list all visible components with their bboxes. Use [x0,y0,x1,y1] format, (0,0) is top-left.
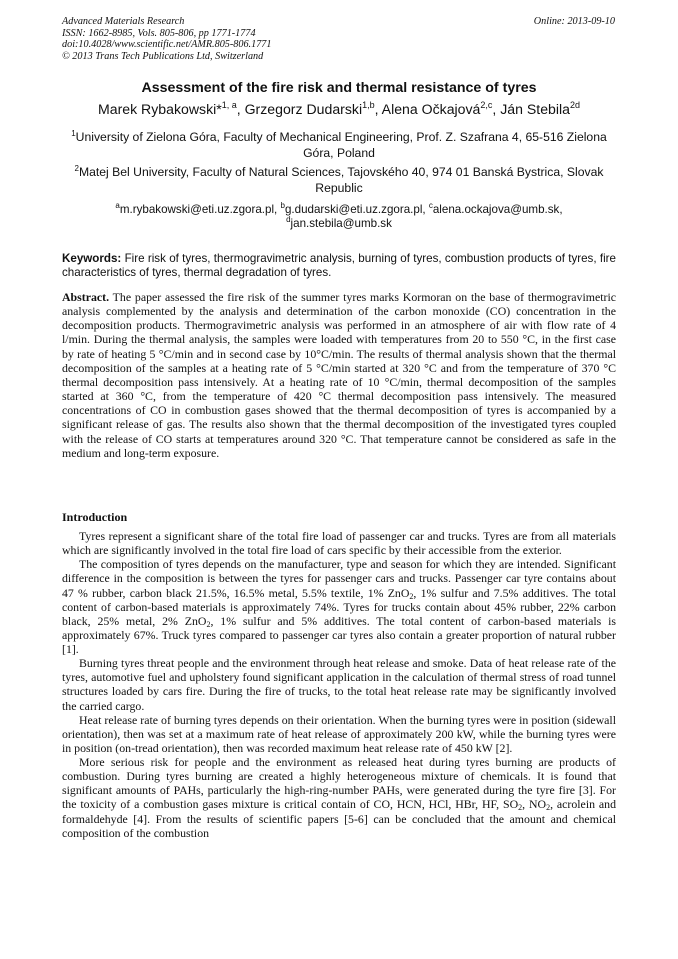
author-name: Alena Očkajová [381,101,481,117]
keywords-block [62,252,616,281]
affiliation-text: Matej Bel University, Faculty of Natural Sciences, Tajovského 40, 974 01 Banská Bystrica, Slovak Republic [78,165,604,195]
email-address: m.rybakowski@eti.uz.zgora.pl [119,203,275,216]
journal-header [62,16,271,62]
paragraph: Burning tyres threat people and the environment through heat release and smoke. Data of heat release rate of the tyres, automotive fuel and upholstery found significant application in the calculation of thermal stress of road tunnel structures loaded by cars fire. During the fire of trucks, to the total heat release rate may be significantly involved the carried cargo. [62,656,616,713]
abstract-label: Abstract. [62,290,110,304]
abstract-block [62,290,616,460]
email-address: jan.stebila@umb.sk [290,217,392,230]
affiliation-num: 2 [74,164,79,173]
subscript: 2 [206,619,211,629]
keywords-label: Keywords: [62,252,122,265]
subscript: 2 [546,803,551,813]
journal-name: Advanced Materials Research [62,16,185,27]
paragraph [62,755,616,840]
affiliation-text: University of Zielona Góra, Faculty of Mechanical Engineering, Prof. Z. Szafrana 4, 65-516 Zielona Góra, Poland [75,130,607,160]
text-run: The composition of tyres depends on the manufacturer, type and season for which they are intended. Significant difference in the composition is between the tyres for passenger cars and trucks. Passenger car tyre contains about 47 % rubber, carbon black 21.5%, 16.5% metal, 5.5% textile, 1% ZnO [62,557,616,600]
copyright-line: © 2013 Trans Tech Publications Ltd, Switzerland [62,50,264,62]
email-sup: b [280,201,285,210]
author-name: Ján Stebila [500,101,570,117]
email-sup: d [286,215,291,224]
author-sup: 1, a [221,100,237,110]
email-sup: a [115,201,120,210]
abstract-text: The paper assessed the fire risk of the summer tyres marks Kormoran on the base of thermogravimetric analysis complemented by the analysis and determination of the carbon monoxide (CO) concentration in the decomposition products. Thermogravimetric analysis was performed in an atmosphere of air with flow rate of 4 l/min. During the thermal analysis, the samples were loaded with temperatures from 20 to 550 °C, in the first case by rate of heating 5 °C/min and in second case by 10°C/min. The results of thermal analysis shown that the thermal decomposition of the samples at a heating rate of 5 °C/min started at 320 °C and from the temperature of 370 °C thermal decomposition pass intensively. At a heating rate of 10 °C/min, thermal decomposition of the samples started at 360 °C, from the temperature of 420 °C thermal decomposition pass intensively. The measured concentrations of CO in combustion gases showed that the thermal decomposition of tyres is accompanied by a significant release of gas. The results also shown that the thermal decomposition of the investigated tyres coupled with the release of CO starts at temperatures around 320 °C. That temperature cannot be considered as safe in the medium and long-term exposure. [62,290,616,460]
subscript: 2 [518,803,523,813]
paragraph: Tyres represent a significant share of the total fire load of passenger car and trucks. Tyres are from all materials which are significantly involved in the total fire load of cars specific by their accessible from the exterior. [62,529,616,558]
keywords-text: Fire risk of tyres, thermogravimetric analysis, burning of tyres, combustion products of tyres, fire characteristics of tyres, thermal degradation of tyres. [62,252,616,280]
paragraph: Heat release rate of burning tyres depends on their orientation. When the burning tyres were in position (sidewall orientation), then was set at a maximum rate of heat release of approximately 200 kW, while the burning tyres were in position (on-tread orientation), then was recorded maximum heat release rate of 450 kW [2]. [62,712,616,755]
introduction-body [62,529,616,840]
author-name: Grzegorz Dudarski [244,101,363,117]
paragraph [62,557,616,656]
author-sup: 2,c [480,100,493,110]
author-list: Marek Rybakowski*$^{1, a}$, Grzegorz Dudarski$^{1,b}$, Alena Očkajová$^{2,c}$, Ján Stebila$^{2d}$ [97,100,580,117]
email-sup: c [428,201,433,210]
subscript: 2 [409,591,414,601]
email-address: alena.ockajova@umb.sk [432,203,560,216]
text-run: , 1% sulfur and 5% additives. The total content of carbon-based materials is approximately 67%. Truck tyres compared to passenger car tyres also contain a greater proportion of natural rubber [1]. [62,613,616,656]
section-heading: Introduction [62,510,128,524]
email-list: $^a$m.rybakowski@eti.uz.zgora.pl, $^b$g.dudarski@eti.uz.zgora.pl, $^c$alena.ockajova@umb.sk, $^d$jan.stebila@umb.sk [115,201,563,230]
text-run: More serious risk for people and the environment as released heat during tyres burning are products of combustion. During tyres burning are created a highly heterogeneous mixture of chemicals. It is found that significant amounts of PAHs, particularly the high-ring-number PAHs, were generated during the tyre fire [3]. For the toxicity of a combustion gases mixture is critical contain of CO, HCN, HCl, HBr, HF, SO [62,755,616,812]
affiliation-1 [62,130,616,161]
author-sup: 2d [569,100,580,110]
email-address: g.dudarski@eti.uz.zgora.pl [284,203,423,216]
doi-line: doi:10.4028/www.scientific.net/AMR.805-806.1771 [62,39,272,50]
text-run: , NO [522,797,547,812]
paper-title: Assessment of the fire risk and thermal resistance of tyres [141,80,537,96]
author-sup: 1,b [362,100,375,110]
text-run: , 1% sulfur and 7.5% additives. The total content of carbon-based materials is approximately 74%. Tyres for trucks contain about 45% rubber, 22% carbon black, 25% metal, 2% ZnO [62,585,616,628]
issn-line: ISSN: 1662-8985, Vols. 805-806, pp 1771-1774 [62,27,256,39]
text-run: , acrolein and formaldehyde [4]. From the results of scientific papers [5-6] can be concluded that the amount and chemical composition of the combustion [62,797,616,840]
affiliation-2 [62,165,616,196]
online-date: Online: 2013-09-10 [533,16,615,27]
author-name: Marek Rybakowski* [97,101,222,117]
affiliation-num: 1 [71,129,76,138]
